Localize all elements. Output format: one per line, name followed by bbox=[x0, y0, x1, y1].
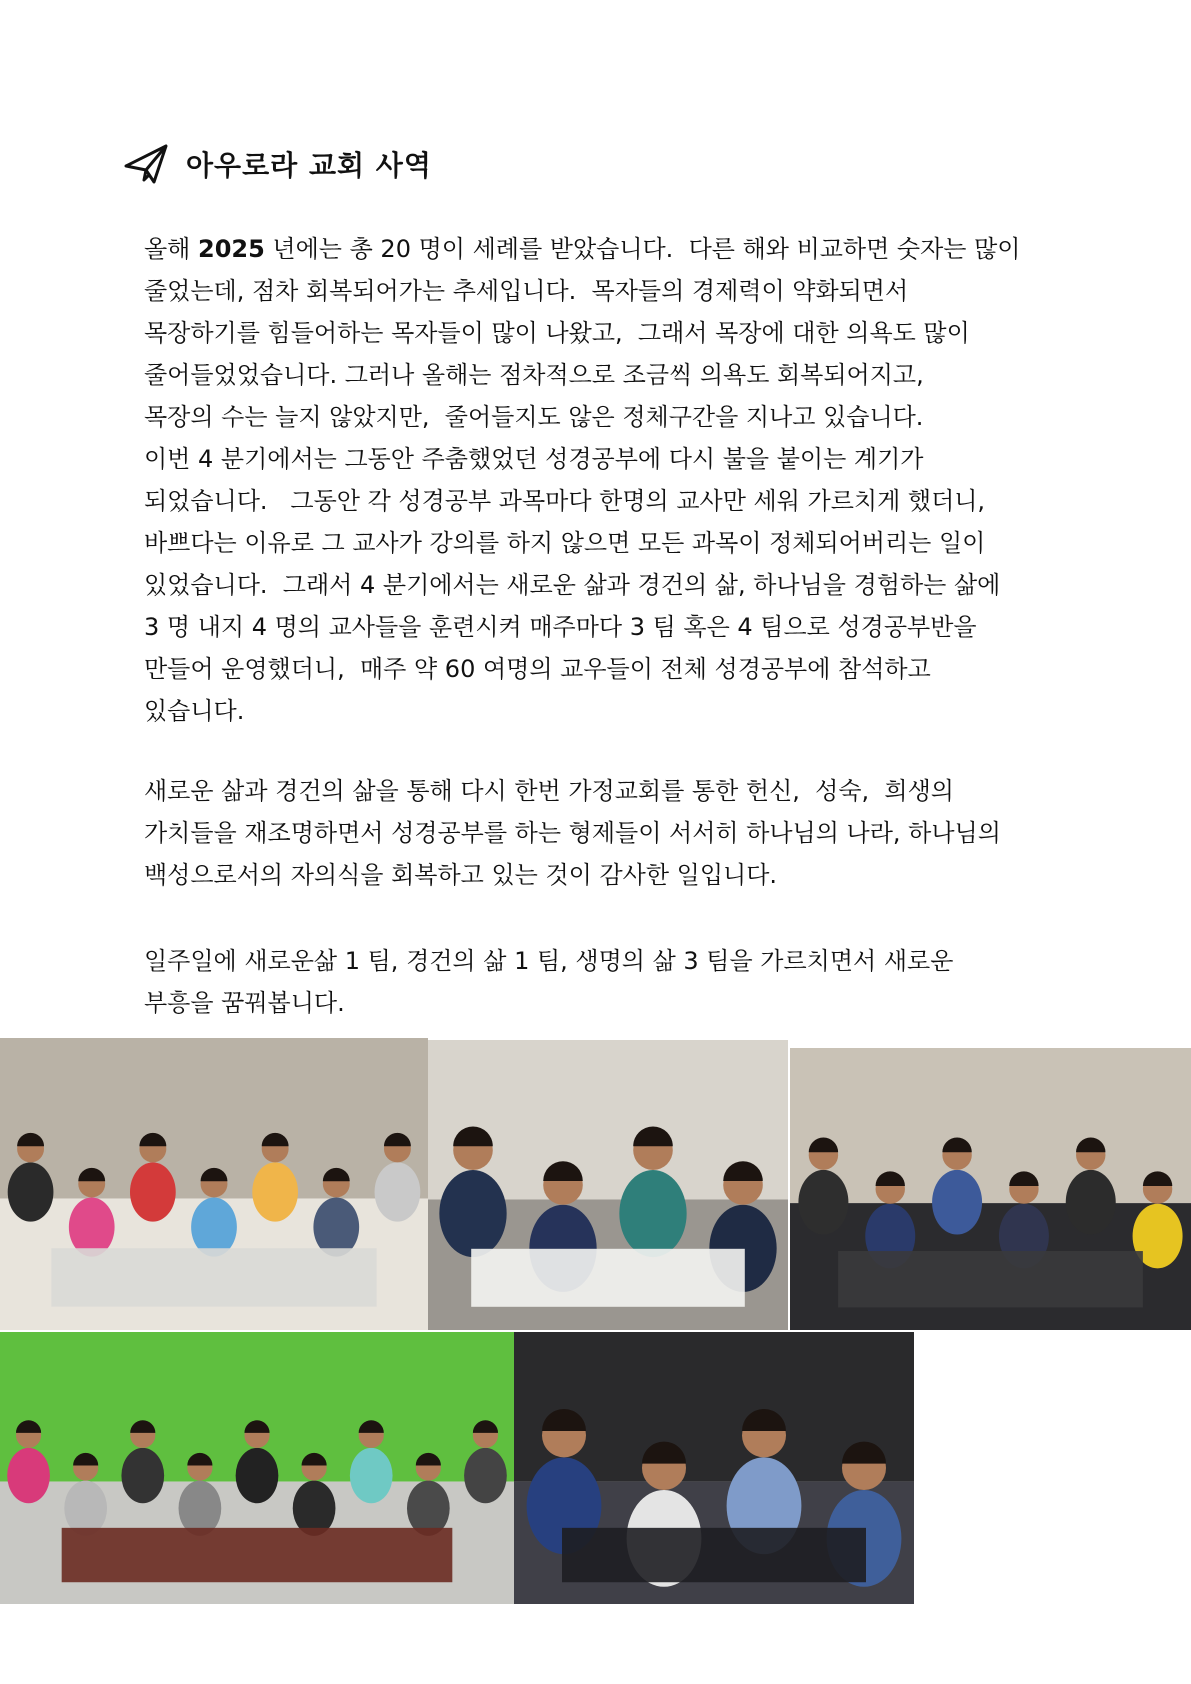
paragraph-baptism-and-bible-study bbox=[144, 228, 1084, 732]
photo-evening-kitchen-meeting bbox=[790, 1048, 1191, 1330]
photo-pastors-selfie bbox=[514, 1332, 914, 1604]
photo-group-seated-green-room-image bbox=[0, 1332, 514, 1604]
photo-bible-study-group-image bbox=[0, 1038, 428, 1330]
photo-evening-kitchen-meeting-image bbox=[790, 1048, 1191, 1330]
page-title: 아우로라 교회 사역 bbox=[186, 149, 432, 182]
paragraph-thanksgiving bbox=[144, 770, 1084, 896]
paragraph-text: 새로운 삶과 경건의 삶을 통해 다시 한번 가정교회를 통한 헌신, 성숙, 희생의 가치들을 재조명하면서 성경공부를 하는 형제들이 서서히 하나님의 나라, 하나님의 백성으로서의 자의식을 회복하고 있는 것이 감사한 일입니다. bbox=[144, 777, 1001, 889]
photo-pastors-selfie-image bbox=[514, 1332, 914, 1604]
photo-women-at-table-image bbox=[428, 1040, 788, 1330]
photo-women-at-table bbox=[428, 1040, 788, 1330]
paragraph-weekly-teams bbox=[144, 940, 1084, 1024]
photo-bible-study-group bbox=[0, 1038, 428, 1330]
paragraph-text: 올해 bbox=[144, 235, 198, 263]
photo-group-seated-green-room bbox=[0, 1332, 514, 1604]
section-heading bbox=[122, 140, 432, 188]
paragraph-text: 년에는 총 20 명이 세례를 받았습니다. 다른 해와 비교하면 숫자는 많이 줄었는데, 점차 회복되어가는 추세입니다. 목자들의 경제력이 약화되면서 목장하기를 힘들어하는 목자들이 많이 나왔고, 그래서 목장에 대한 의욕도 많이 줄어들었었습니다. 그러나 올해는 점차적으로 조금씩 의욕도 회복되어지고, 목장의 수는 늘지 않았지만, 줄어들지도 않은 정체구간을 지나고 있습니다. 이번 4 분기에서는 그동안 주춤했었던 성경공부에 다시 불을 붙이는 계기가 되었습니다. 그동안 각 성경공부 과목마다 한명의 교사만 세워 가르치게 했더니, 바쁘다는 이유로 그 교사가 강의를 하지 않으면 모든 과목이 정체되어버리는 일이 있었습니다. 그래서 4 분기에서는 새로운 삶과 경건의 삶, 하나님을 경험하는 삶에 3 명 내지 4 명의 교사들을 훈련시켜 매주마다 3 팀 혹은 4 팀으로 성경공부반을 만들어 운영했더니, 매주 약 60 여명의 교우들이 전체 성경공부에 참석하고 있습니다. bbox=[144, 235, 1021, 725]
paper-plane-icon bbox=[122, 140, 172, 188]
year-bold: 2025 bbox=[198, 235, 265, 263]
paragraph-text: 일주일에 새로운삶 1 팀, 경건의 삶 1 팀, 생명의 삶 3 팀을 가르치면서 새로운 부흥을 꿈꿔봅니다. bbox=[144, 947, 954, 1017]
